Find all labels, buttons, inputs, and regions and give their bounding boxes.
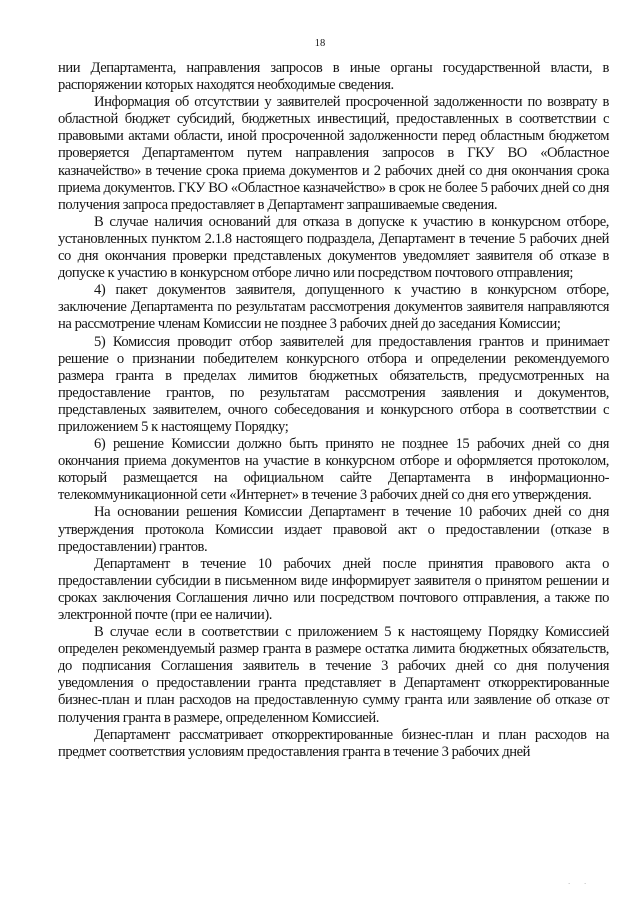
paragraph-legal-act: На основании решения Комиссии Департамент в течение 10 рабочих дней со дня утверждения протокола Комиссии издает правовой акт о предоставлении (отказе в предоставлении) грантов.	[58, 504, 609, 555]
paragraph-item-4: 4) пакет документов заявителя, допущенного к участию в конкурсном отборе, заключение Департамента по результатам рассмотрения документов заявителя направляются на рассмотрение членам Комиссии не позднее 3 рабочих дней до заседания Комиссии;	[58, 282, 609, 333]
document-body	[58, 60, 609, 761]
paragraph-item-6: 6) решение Комиссии должно быть принято не позднее 15 рабочих дней со дня окончания приема документов на участие в конкурсном отборе и оформляется протоколом, который размещается на официальном сайте Департамента в информационно-телекоммуникационной сети «Интернет» в течение 3 рабочих дней со дня его утверждения.	[58, 436, 609, 504]
scan-artifact: ·	[568, 880, 571, 888]
paragraph-grant-remainder: В случае если в соответствии с приложением 5 к настоящему Порядку Комиссией определен рекомендуемый размер гранта в размере остатка лимита бюджетных обязательств, до подписания Соглашения заявитель в течение 3 рабочих дней со дня получения уведомления о предоставлении гранта представляет в Департамент откорректированные бизнес-план и план расходов на предоставленную сумму гранта или заявление об отказе от получения гранта в размере, определенном Комиссией.	[58, 624, 609, 726]
paragraph-review: Департамент рассматривает откорректированные бизнес-план и план расходов на предмет соответствия условиям предоставления гранта в течение 3 рабочих дней	[58, 726, 609, 760]
paragraph-debt-check: Информация об отсутствии у заявителей просроченной задолженности по возврату в областной бюджет субсидий, бюджетных инвестиций, предоставленных в соответствии с правовыми актами области, иной просроченной задолженности перед областным бюджетом проверяется Департаментом путем направления запросов в ГКУ ВО «Областное казначейство» в течение срока приема документов и 2 рабочих дней со дня окончания срока приема документов. ГКУ ВО «Областное казначейство» в срок не более 5 рабочих дней со дня получения запроса предоставляет в Департамент запрашиваемые сведения.	[58, 94, 609, 213]
paragraph-refusal-grounds: В случае наличия оснований для отказа в допуске к участию в конкурсном отборе, установленных пунктом 2.1.8 настоящего подраздела, Департамент в течение 5 рабочих дней со дня окончания проверки представленых документов уведомляет заявителя об отказе в допуске к участию в конкурсном отборе лично или посредством почтового отправления;	[58, 213, 609, 282]
paragraph-notification: Департамент в течение 10 рабочих дней после принятия правового акта о предоставлении субсидии в письменном виде информирует заявителя о принятом решении и сроках заключения Соглашения лично или посредством почтового отправления, а также по электронной почте (при ее наличии).	[58, 555, 609, 623]
scan-artifact: ·	[584, 880, 587, 888]
paragraph-item-5: 5) Комиссия проводит отбор заявителей для предоставления грантов и принимает решение о признании победителем конкурсного отбора и определении рекомендуемого размера гранта в пределах лимитов бюджетных обязательств, предусмотренных на предоставление грантов, по результатам рассмотрения заявления и документов, представленых заявителем, очного собеседования и конкурсного отбора в соответствии с приложением 5 к настоящему Порядку;	[58, 333, 609, 435]
paragraph-continuation: нии Департамента, направления запросов в иные органы государственной власти, в распоряжении которых находятся необходимые сведения.	[58, 60, 609, 94]
page-number: 18	[314, 38, 326, 49]
